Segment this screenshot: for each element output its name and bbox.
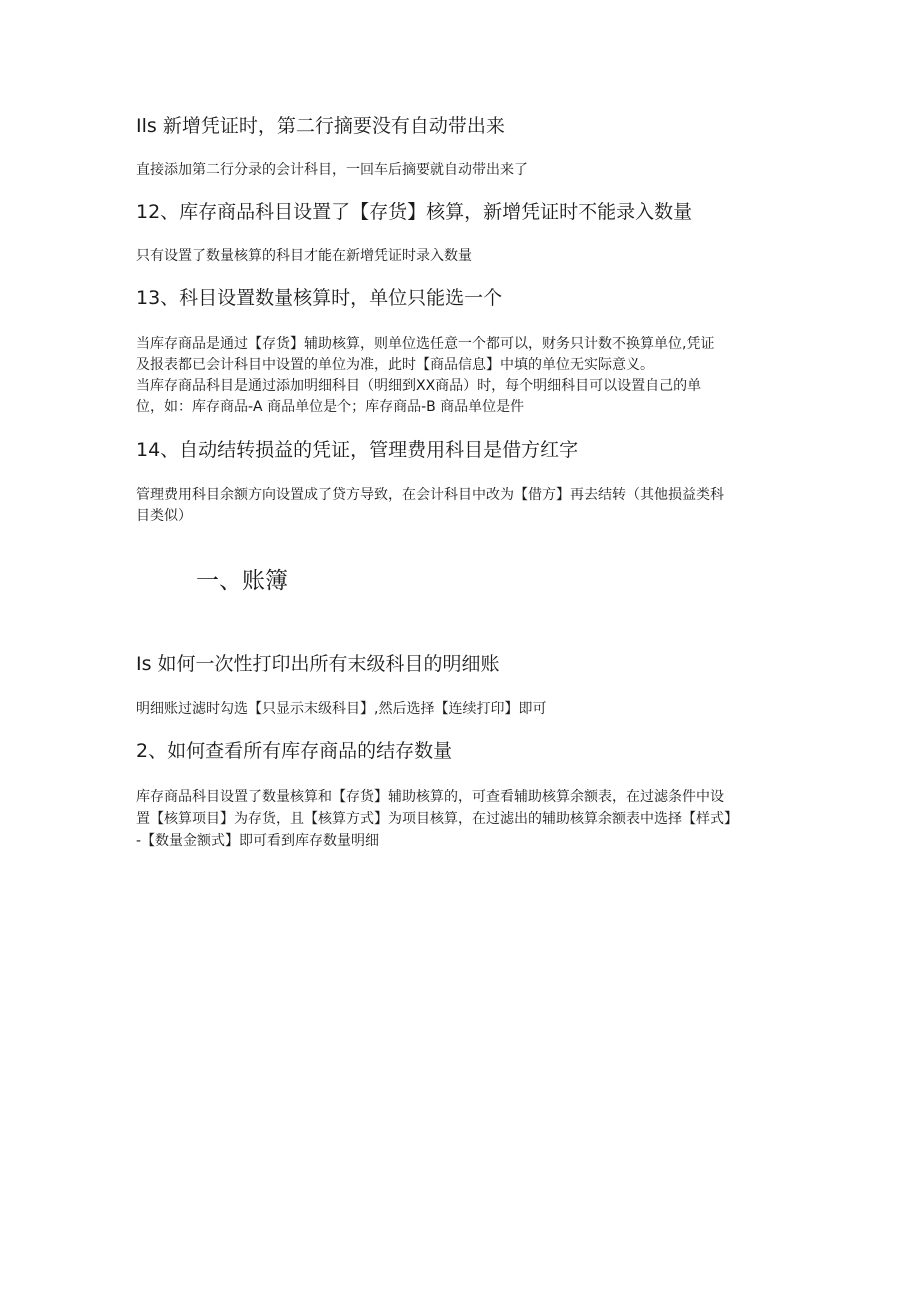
section-body-line: 明细账过滤时勾选【只显示末级科目】,然后选择【连续打印】即可 [136,701,547,717]
section-body-line: 及报表都已会计科目中设置的单位为准，此时【商品信息】中填的单位无实际意义。 [136,357,654,373]
section-heading: Ils 新增凭证时，第二行摘要没有自动带出来 [136,115,505,137]
section-heading: 12、库存商品科目设置了【存货】核算，新增凭证时不能录入数量 [136,201,693,223]
section-body-line: 只有设置了数量核算的科目才能在新增凭证时录入数量 [136,248,472,264]
section-heading: 2、如何查看所有库存商品的结存数量 [136,740,453,762]
section-body-line: 置【核算项目】为存货，且【核算方式】为项目核算，在过滤出的辅助核算余额表中选择【样式】 [136,811,738,827]
chapter-title: 一、账簿 [196,568,288,594]
section-heading: 13、科目设置数量核算时，单位只能选一个 [136,287,503,309]
section-body-line: -【数量金额式】即可看到库存数量明细 [136,833,380,849]
section-body-line: 当库存商品科目是通过添加明细科目（明细到XX商品）时，每个明细科目可以设置自己的单 [136,378,702,394]
section-body-line: 库存商品科目设置了数量核算和【存货】辅助核算的，可查看辅助核算余额表，在过滤条件中设 [136,789,724,805]
section-heading: Is 如何一次性打印出所有末级科目的明细账 [136,653,500,675]
section-body-line: 直接添加第二行分录的会计科目，一回车后摘要就自动带出来了 [136,162,528,178]
section-body-line: 位，如：库存商品-A 商品单位是个；库存商品-B 商品单位是件 [136,399,525,415]
section-heading: 14、自动结转损益的凭证，管理费用科目是借方红字 [136,439,579,461]
section-body-line: 管理费用科目余额方向设置成了贷方导致，在会计科目中改为【借方】再去结转（其他损益类科 [136,487,724,503]
section-body-line: 当库存商品是通过【存货】辅助核算，则单位选任意一个都可以，财务只计数不换算单位,凭证 [136,336,715,352]
section-body-line: 目类似） [136,508,192,524]
